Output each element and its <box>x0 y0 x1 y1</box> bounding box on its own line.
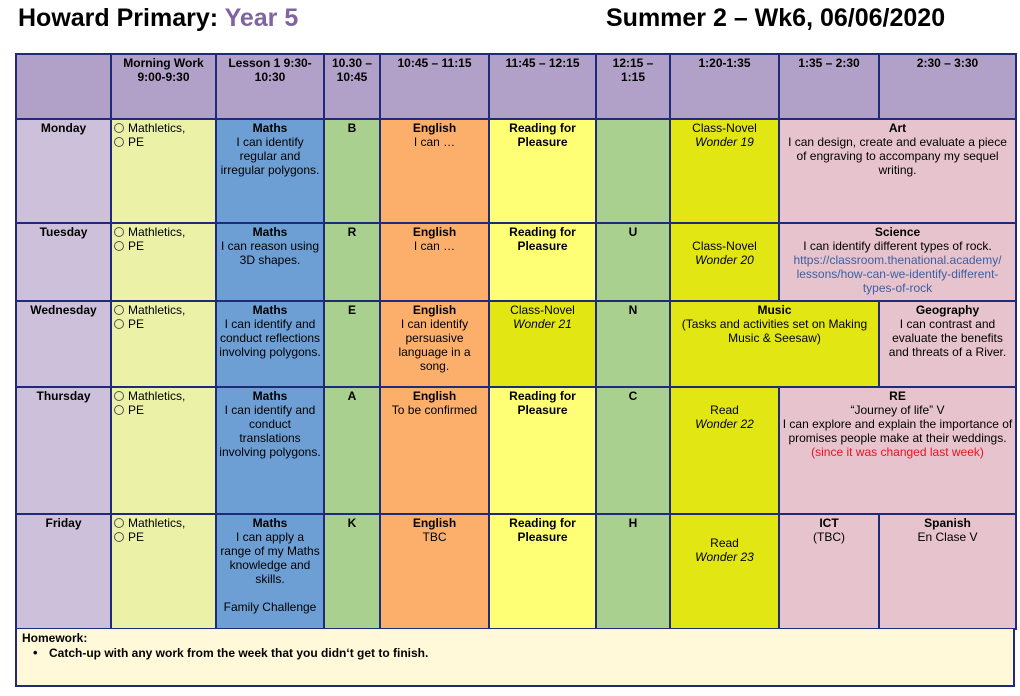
reading-cell: Reading for Pleasure <box>489 119 596 223</box>
day-thursday: Thursday <box>16 387 111 514</box>
day-wednesday: Wednesday <box>16 301 111 387</box>
re-note: (since it was changed last week) <box>811 445 984 459</box>
english-cell: English I can … <box>380 223 489 301</box>
smiley-bullet-icon <box>114 518 124 528</box>
smiley-bullet-icon <box>114 405 124 415</box>
smiley-bullet-icon <box>114 391 124 401</box>
break-letter: K <box>324 514 380 629</box>
novel-cell: Class-Novel Wonder 21 <box>489 301 596 387</box>
day-monday: Monday <box>16 119 111 223</box>
english-cell: English I can identify persuasive language in a song. <box>380 301 489 387</box>
homework-item: • Catch-up with any work from the week that you didn‘t get to finish. <box>49 646 428 660</box>
reading-cell: Reading for Pleasure <box>489 223 596 301</box>
lunch-letter: H <box>596 514 670 629</box>
morning-work-cell: Mathletics, PE <box>111 119 216 223</box>
homework-box <box>15 629 1015 687</box>
read-cell: Read Wonder 22 <box>670 387 779 514</box>
ict-cell: ICT (TBC) <box>779 514 879 629</box>
col-1045: 10:45 – 11:15 <box>380 54 489 119</box>
timetable <box>15 53 1017 630</box>
english-cell: English I can … <box>380 119 489 223</box>
lunch-cell <box>596 119 670 223</box>
science-link[interactable]: https://classroom.thenational.academy/ lessons/how-can-we-identify-different-types-of-rock <box>793 253 1002 295</box>
smiley-bullet-icon <box>114 227 124 237</box>
morning-work-cell: Mathletics, PE <box>111 387 216 514</box>
english-cell: English To be confirmed <box>380 387 489 514</box>
maths-cell: Maths I can identify and conduct translations involving polygons. <box>216 387 324 514</box>
day-tuesday: Tuesday <box>16 223 111 301</box>
maths-cell: Maths I can apply a range of my Maths knowledge and skills. Family Challenge <box>216 514 324 629</box>
smiley-bullet-icon <box>114 532 124 542</box>
morning-work-cell: Mathletics, PE <box>111 301 216 387</box>
col-1215: 12:15 – 1:15 <box>596 54 670 119</box>
year-group: Year 5 <box>224 4 299 32</box>
lunch-letter: N <box>596 301 670 387</box>
reading-cell: Reading for Pleasure <box>489 387 596 514</box>
col-1030: 10.30 – 10:45 <box>324 54 380 119</box>
page-title <box>18 4 298 33</box>
morning-work-cell: Mathletics, PE <box>111 223 216 301</box>
col-1145: 11:45 – 12:15 <box>489 54 596 119</box>
geography-cell: Geography I can contrast and evaluate the benefits and threats of a River. <box>879 301 1016 387</box>
break-letter: A <box>324 387 380 514</box>
science-cell: Science I can identify different types of rock. https://classroom.thenational.academy/ lessons/how-can-we-identify-different-types-of-rock <box>779 223 1016 301</box>
music-cell: Music (Tasks and activities set on Making Music & Seesaw) <box>670 301 879 387</box>
day-friday: Friday <box>16 514 111 629</box>
break-letter: B <box>324 119 380 223</box>
spanish-cell: Spanish En Clase V <box>879 514 1016 629</box>
homework-title: Homework: <box>22 631 88 645</box>
col-morning-work: Morning Work 9:00-9:30 <box>111 54 216 119</box>
col-lesson1: Lesson 1 9:30-10:30 <box>216 54 324 119</box>
corner-cell <box>16 54 111 119</box>
novel-cell: Class-Novel Wonder 20 <box>670 223 779 301</box>
smiley-bullet-icon <box>114 137 124 147</box>
break-letter: E <box>324 301 380 387</box>
art-cell: Art I can design, create and evaluate a piece of engraving to accompany my sequel writing. <box>779 119 1016 223</box>
maths-cell: Maths I can identify and conduct reflections involving polygons. <box>216 301 324 387</box>
re-cell: RE “Journey of life” V I can explore and explain the importance of promises people make at their weddings. (since it was changed last week) <box>779 387 1016 514</box>
col-230: 2:30 – 3:30 <box>879 54 1016 119</box>
english-cell: English TBC <box>380 514 489 629</box>
read-cell: Read Wonder 23 <box>670 514 779 629</box>
col-135: 1:35 – 2:30 <box>779 54 879 119</box>
reading-cell: Reading for Pleasure <box>489 514 596 629</box>
term-week-date: Summer 2 – Wk6, 06/06/2020 <box>606 4 946 32</box>
novel-cell: Class-Novel Wonder 19 <box>670 119 779 223</box>
smiley-bullet-icon <box>114 123 124 133</box>
lunch-letter: U <box>596 223 670 301</box>
maths-cell: Maths I can identify regular and irregular polygons. <box>216 119 324 223</box>
smiley-bullet-icon <box>114 241 124 251</box>
smiley-bullet-icon <box>114 305 124 315</box>
lunch-letter: C <box>596 387 670 514</box>
school-name: Howard Primary: <box>18 4 225 32</box>
maths-cell: Maths I can reason using 3D shapes. <box>216 223 324 301</box>
smiley-bullet-icon <box>114 319 124 329</box>
morning-work-cell: Mathletics, PE <box>111 514 216 629</box>
col-120: 1:20-1:35 <box>670 54 779 119</box>
break-letter: R <box>324 223 380 301</box>
